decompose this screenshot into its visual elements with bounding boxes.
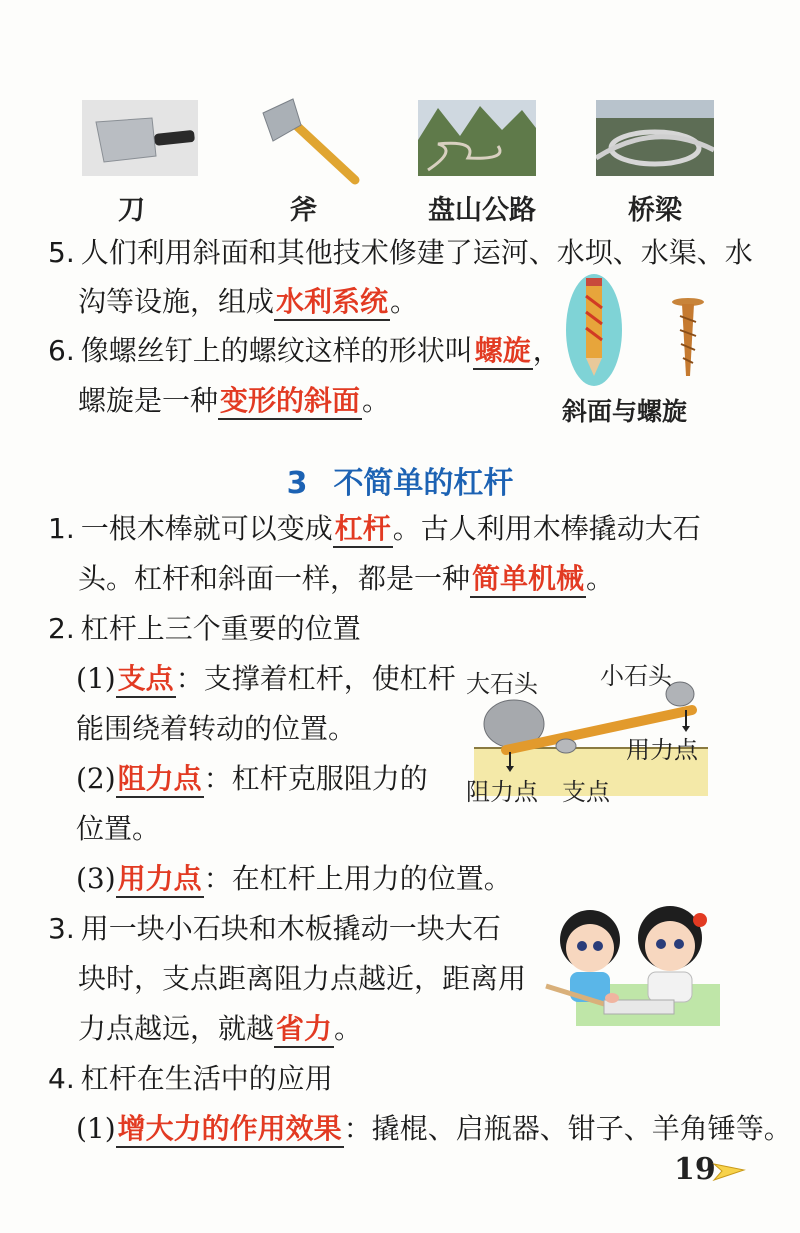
label-resistance-point: 阻力点 xyxy=(466,778,538,806)
screw-caption: 斜面与螺旋 xyxy=(562,397,688,426)
caption-mountain-road: 盘山公路 xyxy=(428,195,536,226)
item6-line2: 螺旋是一种变形的斜面。 xyxy=(78,384,390,418)
lever3-line1: 3. 用一块小石块和木板撬动一块大石 xyxy=(48,912,501,945)
knife-icon xyxy=(82,100,198,176)
lever2-heading: 2. 杠杆上三个重要的位置 xyxy=(48,612,361,645)
bridge-icon xyxy=(596,100,714,176)
caption-knife: 刀 xyxy=(118,195,145,226)
label-force-point: 用力点 xyxy=(626,736,698,764)
answer-lever: 杠杆 xyxy=(333,512,393,548)
answer-labor-saving: 省力 xyxy=(274,1012,334,1048)
screw-figure xyxy=(560,272,720,388)
section-title: 3 不简单的杠杆 xyxy=(286,466,514,501)
mountain-road-icon xyxy=(418,100,536,176)
pencil-screw-icon xyxy=(560,272,720,388)
lever3-line2: 块时，支点距离阻力点越近，距离用 xyxy=(78,962,527,995)
item6-line1: 6. 像螺丝钉上的螺纹这样的形状叫螺旋， xyxy=(48,334,561,368)
answer-fulcrum: 支点 xyxy=(116,662,176,698)
caption-axe: 斧 xyxy=(290,195,317,226)
lever2-p1-line2: 能围绕着转动的位置。 xyxy=(76,712,357,745)
answer-deformed-slope: 变形的斜面 xyxy=(218,384,362,420)
answer-resistance-point: 阻力点 xyxy=(116,762,204,798)
answer-amplify-force: 增大力的作用效果 xyxy=(116,1112,344,1148)
children-illustration xyxy=(540,896,720,1026)
bridge-photo xyxy=(596,100,714,176)
label-small-stone: 小石头 xyxy=(600,662,672,690)
lever2-p3-line1: (3)用力点：在杠杆上用力的位置。 xyxy=(76,862,512,896)
lever4-p1: (1)增大力的作用效果：撬棍、启瓶器、钳子、羊角锤等。 xyxy=(76,1112,792,1146)
lever4-heading: 4. 杠杆在生活中的应用 xyxy=(48,1062,333,1095)
item5-line1: 5. 人们利用斜面和其他技术修建了运河、水坝、水渠、水 xyxy=(48,236,753,269)
lever2-p2-line1: (2)阻力点：杠杆克服阻力的 xyxy=(76,762,428,796)
page-number: 19 xyxy=(674,1152,716,1187)
lever3-line3: 力点越远，就越省力。 xyxy=(78,1012,362,1046)
lever1-line2: 头。杠杆和斜面一样，都是一种简单机械。 xyxy=(78,562,614,596)
lever2-p2-line2: 位置。 xyxy=(76,812,161,845)
paper-plane-icon xyxy=(712,1160,746,1186)
children-icon xyxy=(540,896,720,1026)
answer-water-system: 水利系统 xyxy=(274,285,390,321)
item5-line2: 沟等设施，组成水利系统。 xyxy=(78,285,418,319)
axe-icon xyxy=(255,95,365,187)
lever1-line1: 1. 一根木棒就可以变成杠杆。古人利用木棒撬动大石 xyxy=(48,512,701,546)
label-fulcrum: 支点 xyxy=(562,778,610,806)
caption-bridge: 桥梁 xyxy=(628,195,682,226)
mountain-road-photo xyxy=(418,100,536,176)
answer-force-point: 用力点 xyxy=(116,862,204,898)
knife-photo xyxy=(82,100,198,176)
label-big-stone: 大石头 xyxy=(466,670,538,698)
axe-photo xyxy=(255,95,365,187)
answer-simple-machine: 简单机械 xyxy=(470,562,586,598)
lever2-p1-line1: (1)支点：支撑着杠杆，使杠杆 xyxy=(76,662,456,696)
answer-spiral: 螺旋 xyxy=(473,334,533,370)
